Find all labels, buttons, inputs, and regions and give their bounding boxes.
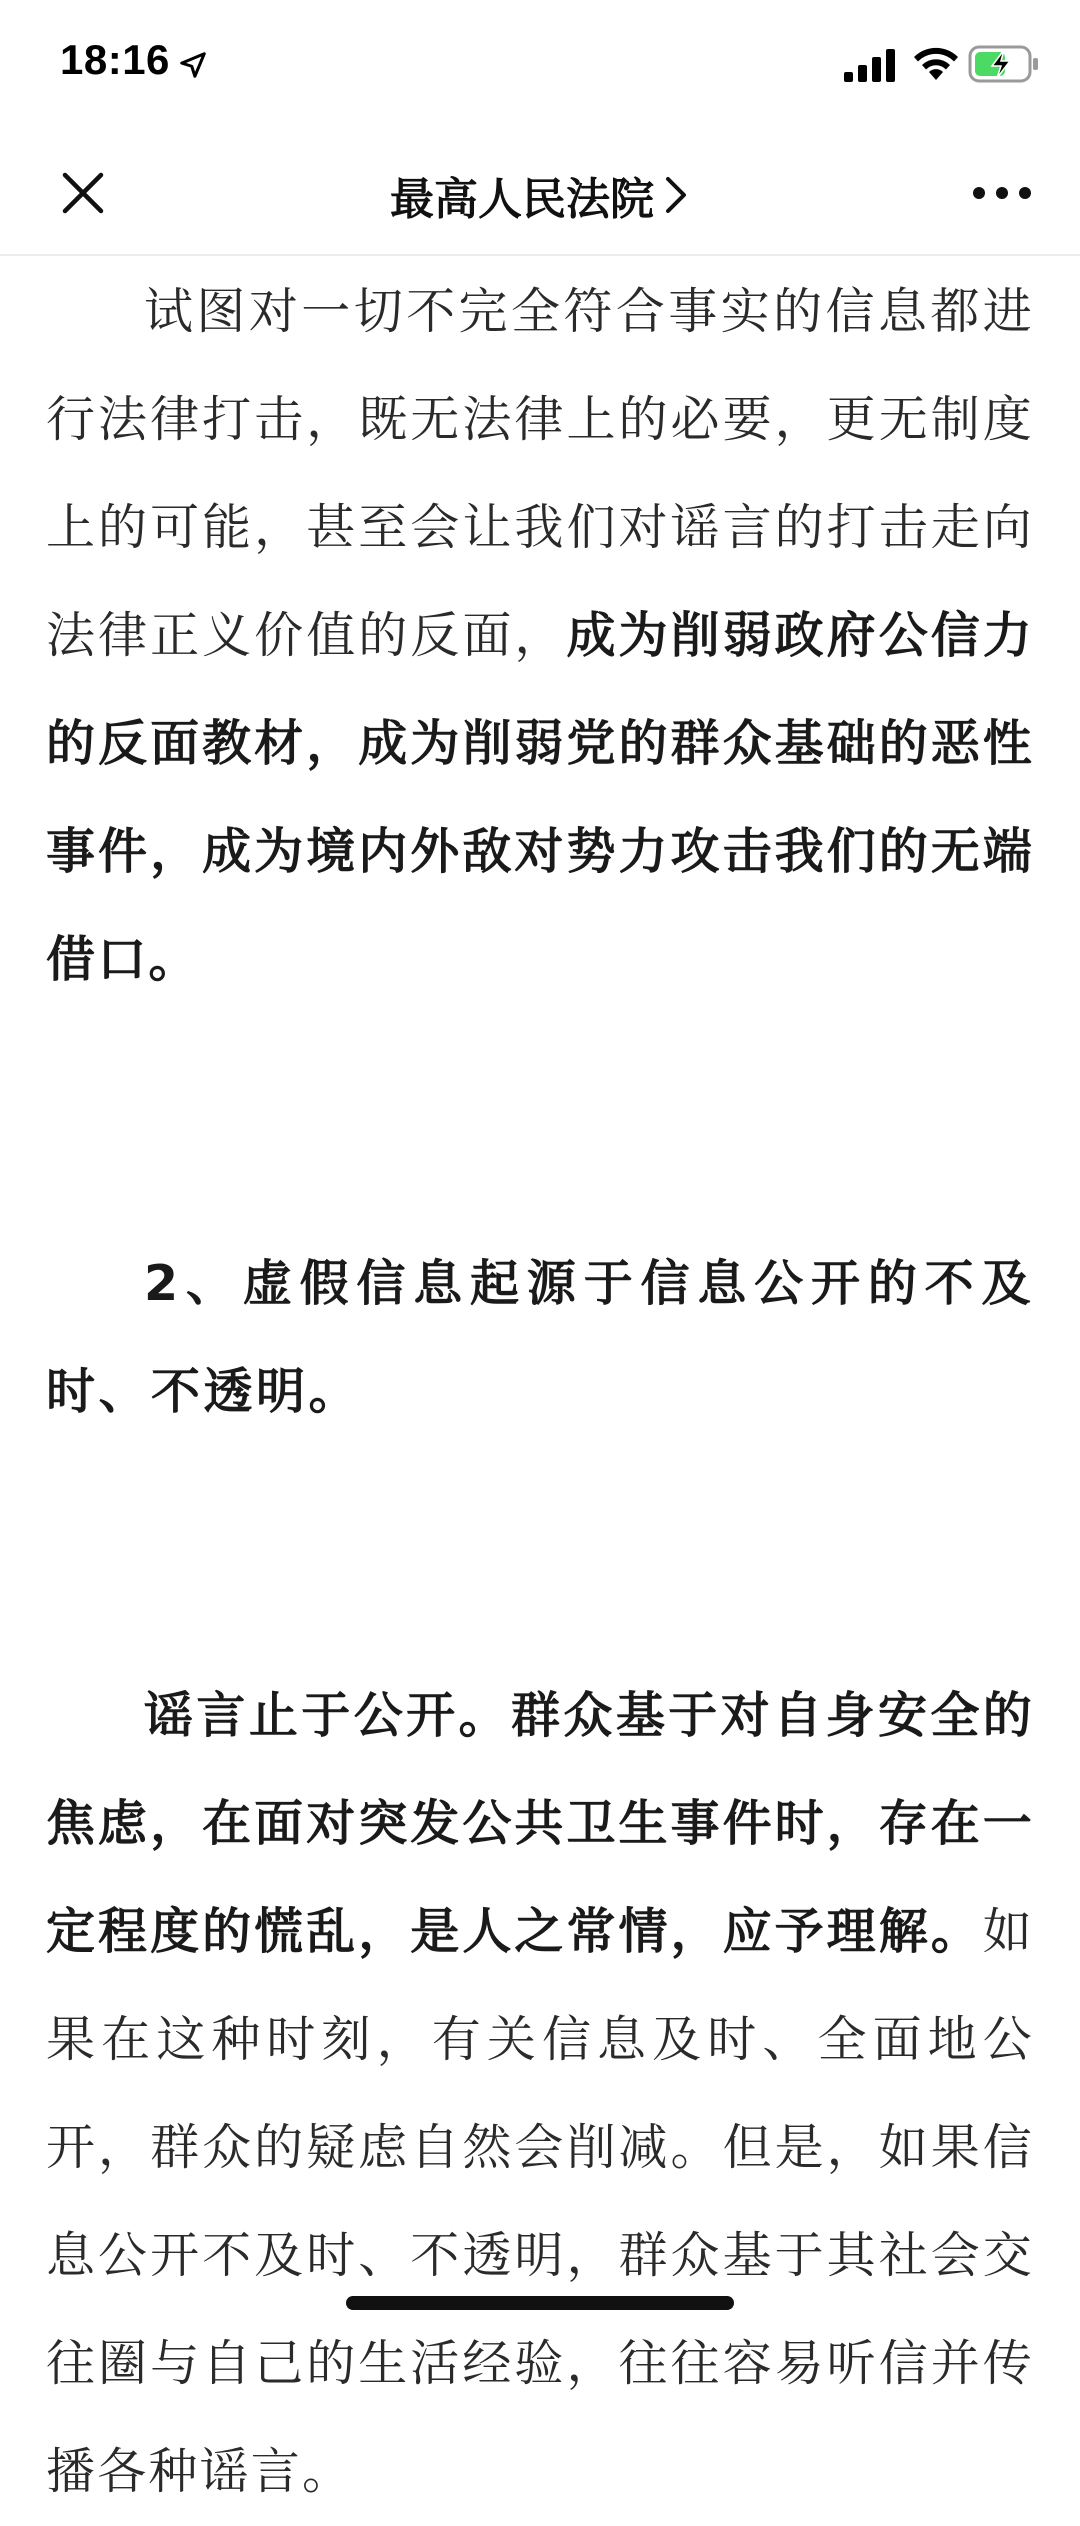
paragraph-text: 试图对一切不完全符合事实的信息都进行法律打击，既无法律上的必要，更无制度上的可能，甚至会让我们对谣言的打击走向法律正义价值的反面， (46, 283, 1034, 664)
battery-charging-icon (968, 44, 1040, 84)
home-indicator[interactable] (346, 2296, 734, 2310)
more-button[interactable] (962, 158, 1042, 228)
article-paragraph (46, 258, 1034, 1014)
account-title-link[interactable] (240, 160, 840, 230)
article-content (46, 258, 1034, 2500)
page-title: 最高人民法院 (390, 174, 654, 225)
chevron-right-icon (662, 173, 690, 217)
nav-bar (0, 132, 1080, 256)
location-arrow-icon (178, 50, 208, 80)
section-heading: 2、虚假信息起源于信息公开的不及时、不透明。 (46, 1255, 1034, 1420)
close-icon (59, 169, 107, 217)
status-time: 18:16 (60, 36, 170, 83)
article-paragraph (46, 1662, 1034, 2526)
wifi-icon (912, 46, 960, 82)
more-dots-icon (972, 186, 1032, 200)
paragraph-bold-text: 成为削弱政府公信力的反面教材，成为削弱党的群众基础的恶性事件，成为境内外敌对势力攻击我们的无端借口。 (46, 607, 1034, 988)
paragraph-bold-text: 谣言止于公开。群众基于对自身安全的焦虑，在面对突发公共卫生事件时，存在一定程度的慌乱，是人之常情，应予理解。 (46, 1687, 1034, 1960)
close-button[interactable] (48, 158, 118, 228)
paragraph-text: 如果在这种时刻，有关信息及时、全面地公开，群众的疑虑自然会削减。但是，如果信息公开不及时、不透明，群众基于其社会交往圈与自己的生活经验，往往容易听信并传播各种谣言。 (46, 1903, 1034, 2500)
status-bar (0, 0, 1080, 132)
cellular-signal-icon (844, 48, 898, 82)
